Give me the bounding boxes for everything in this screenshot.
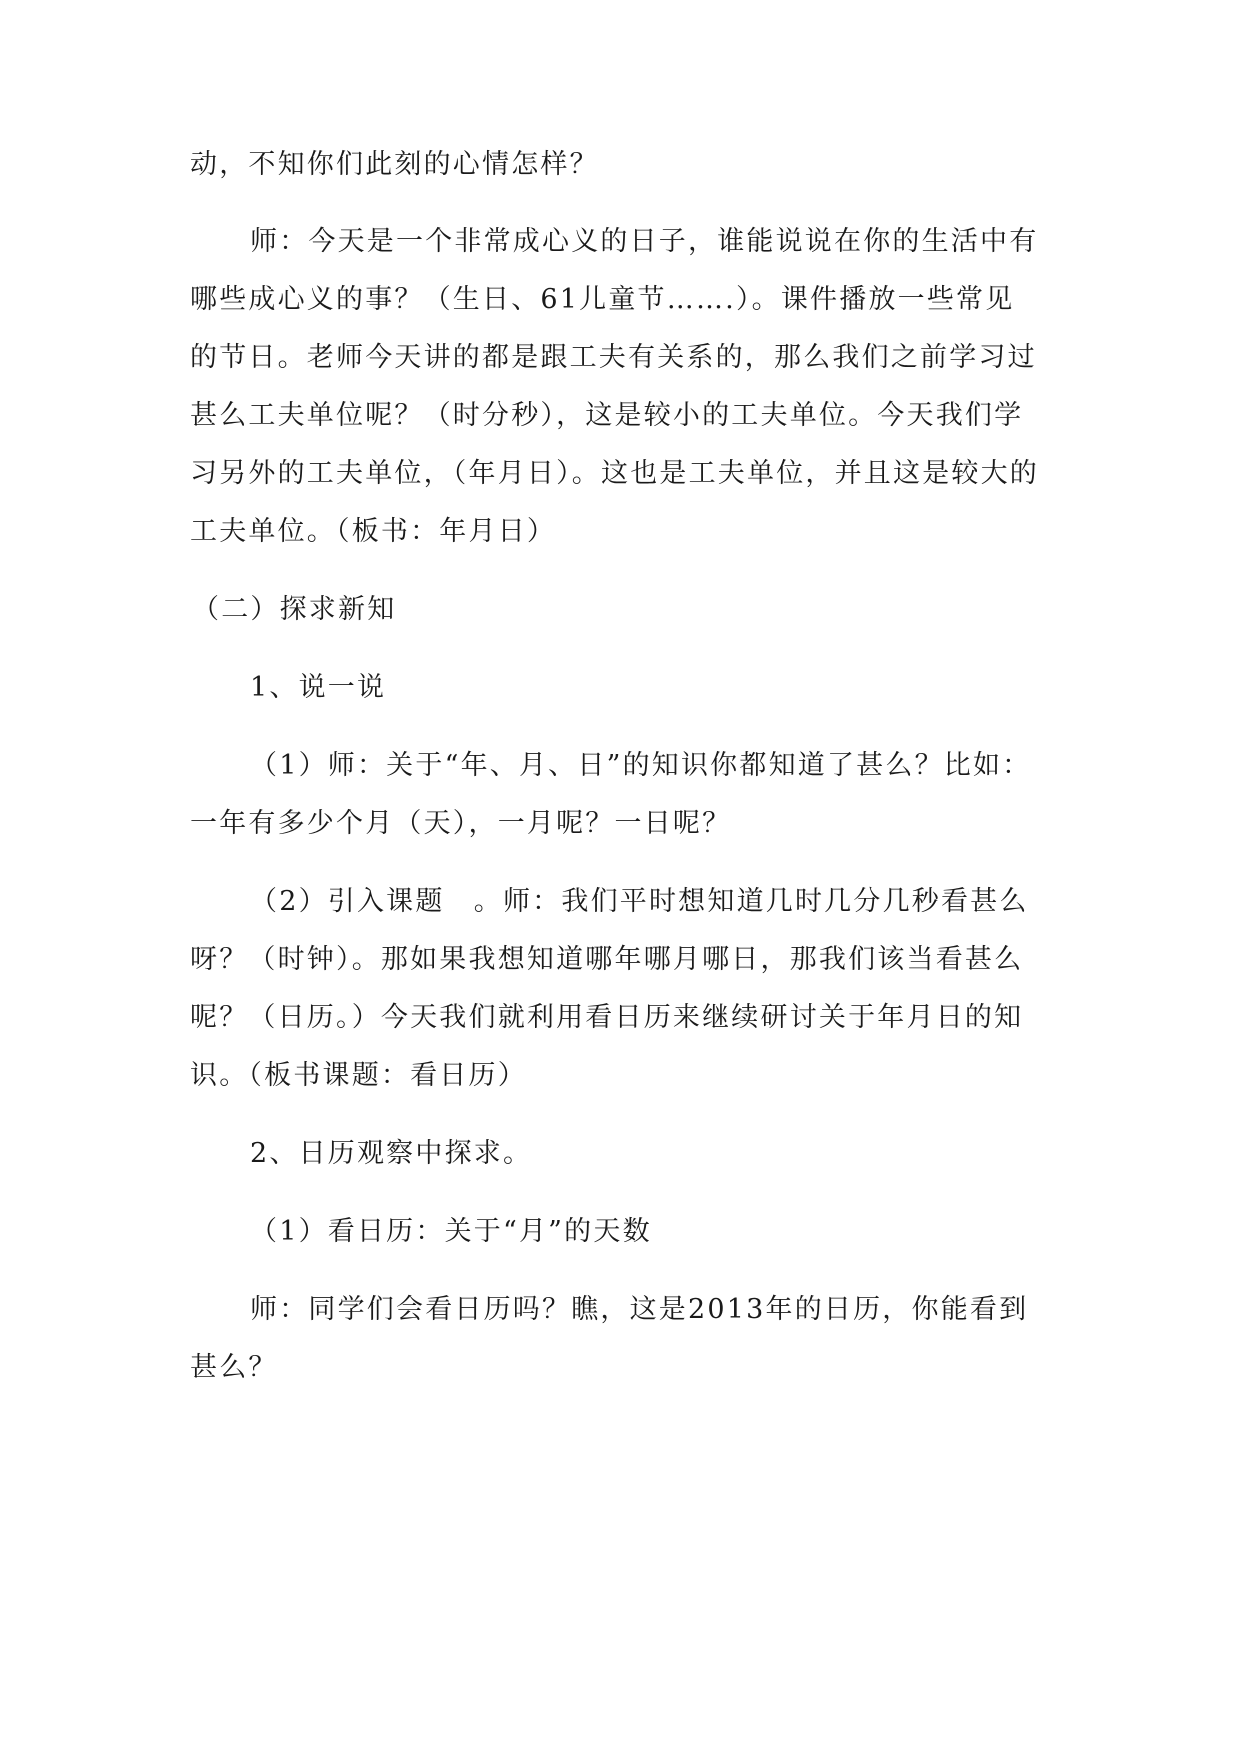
paragraph-line: 师：今天是一个非常成心义的日子，谁能说说在你的生活中有 [250, 226, 1039, 257]
paragraph-line: 工夫单位。（板书：年月日） [190, 516, 557, 547]
paragraph-line: 呀？（时钟）。那如果我想知道哪年哪月哪日，那我们该当看甚么 [190, 944, 1024, 975]
subsection-heading: 2、日历观察中探求。 [250, 1138, 533, 1169]
paragraph-line: 呢？（日历。）今天我们就利用看日历来继续研讨关于年月日的知 [190, 1002, 1024, 1033]
paragraph-line: （1）看日历：关于“月”的天数 [250, 1216, 652, 1247]
paragraph-line: 甚么？ [190, 1352, 278, 1383]
paragraph-line: （1）师：关于“年、月、日”的知识你都知道了甚么？比如： [250, 750, 1032, 781]
paragraph-line: 师：同学们会看日历吗？瞧，这是2013年的日历，你能看到 [250, 1294, 1029, 1325]
paragraph-line: 哪些成心义的事？（生日、61儿童节…….）。课件播放一些常见 [190, 284, 1015, 315]
paragraph-line: 动，不知你们此刻的心情怎样？ [190, 149, 599, 180]
section-heading: （二）探求新知 [192, 594, 397, 625]
paragraph-line: 识。（板书课题：看日历） [190, 1060, 527, 1091]
paragraph-line: 习另外的工夫单位，（年月日）。这也是工夫单位，并且这是较大的 [190, 458, 1039, 489]
subsection-heading: 1、说一说 [250, 672, 387, 703]
paragraph-line: 的节日。老师今天讲的都是跟工夫有关系的，那么我们之前学习过 [190, 342, 1037, 373]
paragraph-line: 一年有多少个月（天），一月呢？一日呢？ [190, 808, 732, 839]
paragraph-line: （2）引入课题 。师：我们平时想知道几时几分几秒看甚么 [250, 886, 1029, 917]
paragraph-line: 甚么工夫单位呢？（时分秒），这是较小的工夫单位。今天我们学 [190, 400, 1024, 431]
